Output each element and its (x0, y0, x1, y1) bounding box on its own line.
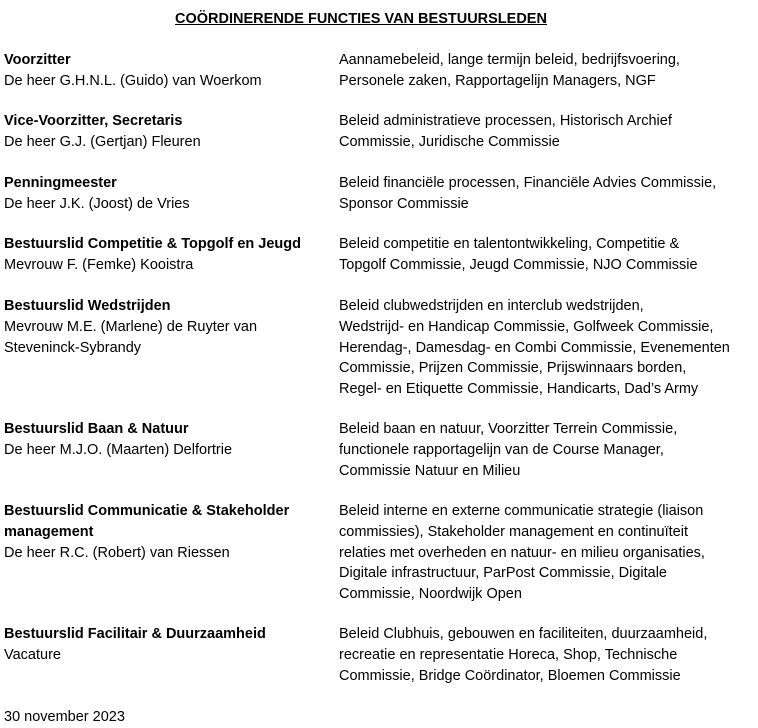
role-title: Vice-Voorzitter, Secretaris (4, 113, 183, 129)
duty-line: relaties met overheden en natuur- en milieu organisaties, (339, 544, 705, 561)
duty-line: Commissie Natuur en Milieu (339, 462, 521, 479)
duty-line: Herendag-, Damesdag- en Combi Commissie, Evenementen (339, 339, 730, 356)
role-block-facilitair (4, 624, 324, 666)
role-block-voorzitter (4, 50, 324, 92)
duty-line: Personele zaken, Rapportagelijn Managers, NGF (339, 72, 656, 89)
duty-line: recreatie en representatie Horeca, Shop, Technische (339, 646, 678, 663)
role-block-penningmeester (4, 173, 324, 215)
role-title: Bestuurslid Communicatie & Stakeholder (4, 503, 290, 519)
role-title: Bestuurslid Baan & Natuur (4, 421, 189, 437)
duty-line: Topgolf Commissie, Jeugd Commissie, NJO Commissie (339, 256, 698, 273)
duties-block-communicatie (339, 501, 754, 605)
role-person: De heer G.J. (Gertjan) Fleuren (4, 133, 201, 150)
duty-line: Commissie, Prijzen Commissie, Prijswinnaars borden, (339, 360, 687, 377)
role-person: De heer J.K. (Joost) de Vries (4, 195, 190, 212)
duty-line: Wedstrijd- en Handicap Commissie, Golfweek Commissie, (339, 318, 714, 335)
duties-block-voorzitter (339, 50, 754, 92)
duties-block-penningmeester (339, 173, 754, 215)
role-block-communicatie (4, 501, 324, 563)
duty-line: Aannamebeleid, lange termijn beleid, bedrijfsvoering, (339, 52, 680, 68)
duties-block-competitie (339, 234, 754, 276)
role-title: Bestuurslid Wedstrijden (4, 298, 171, 314)
duties-block-wedstrijden (339, 296, 754, 400)
duty-line: Beleid baan en natuur, Voorzitter Terrein Commissie, (339, 421, 678, 437)
role-person: Vacature (4, 646, 61, 663)
role-block-wedstrijden (4, 296, 324, 358)
document-title: COÖRDINERENDE FUNCTIES VAN BESTUURSLEDEN (175, 11, 547, 27)
duty-line: Beleid administratieve processen, Historisch Archief (339, 113, 672, 129)
role-block-competitie (4, 234, 324, 276)
duty-line: Commissie, Noordwijk Open (339, 586, 522, 603)
duty-line: Commissie, Juridische Commissie (339, 133, 560, 150)
role-person: Steveninck-Sybrandy (4, 339, 142, 356)
duty-line: Regel- en Etiquette Commissie, Handicarts, Dad’s Army (339, 381, 699, 398)
duties-block-vice-voorzitter (339, 111, 754, 153)
role-title: Bestuurslid Facilitair & Duurzaamheid (4, 626, 266, 642)
duty-line: Digitale infrastructuur, ParPost Commissie, Digitale (339, 565, 667, 582)
duty-line: Sponsor Commissie (339, 195, 469, 212)
role-title: Voorzitter (4, 52, 71, 68)
role-person: Mevrouw F. (Femke) Kooistra (4, 256, 194, 273)
role-title: management (4, 523, 94, 540)
role-person: De heer R.C. (Robert) van Riessen (4, 544, 230, 561)
duties-block-facilitair (339, 624, 754, 686)
role-person: De heer M.J.O. (Maarten) Delfortrie (4, 441, 233, 458)
duty-line: Beleid financiële processen, Financiële Advies Commissie, (339, 175, 717, 191)
duty-line: Beleid interne en externe communicatie strategie (liaison (339, 503, 704, 519)
duty-line: commissies), Stakeholder management en continuïteit (339, 523, 688, 540)
duties-block-baan-natuur (339, 419, 754, 481)
role-title: Penningmeester (4, 175, 117, 191)
role-title: Bestuurslid Competitie & Topgolf en Jeugd (4, 236, 301, 252)
role-block-vice-voorzitter (4, 111, 324, 153)
duty-line: Beleid competitie en talentontwikkeling, Competitie & (339, 236, 680, 252)
role-person: Mevrouw M.E. (Marlene) de Ruyter van (4, 318, 258, 335)
role-person: De heer G.H.N.L. (Guido) van Woerkom (4, 72, 262, 89)
duty-line: Commissie, Bridge Coördinator, Bloemen Commissie (339, 667, 681, 684)
role-block-baan-natuur (4, 419, 324, 461)
duty-line: functionele rapportagelijn van de Course Manager, (339, 441, 664, 458)
duty-line: Beleid clubwedstrijden en interclub wedstrijden, (339, 298, 644, 314)
footer-date: 30 november 2023 (4, 709, 125, 725)
duty-line: Beleid Clubhuis, gebouwen en faciliteiten, duurzaamheid, (339, 626, 708, 642)
